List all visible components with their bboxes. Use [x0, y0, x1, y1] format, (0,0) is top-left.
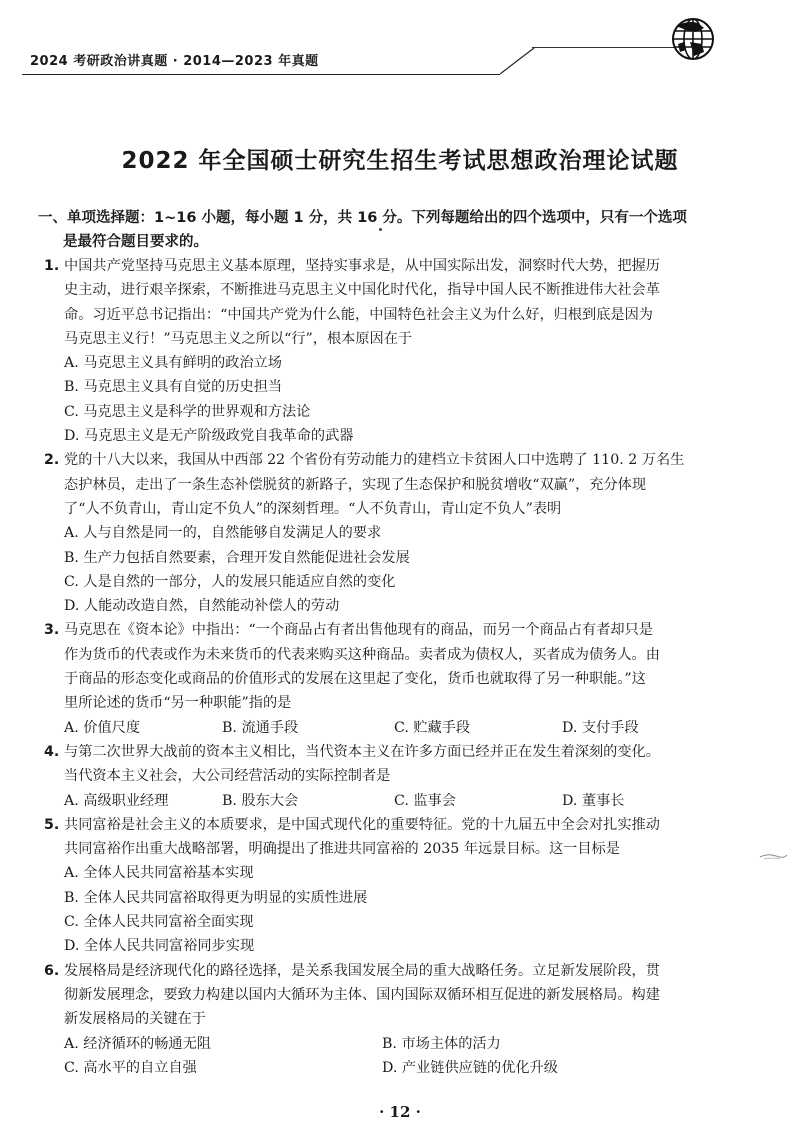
option-d: D. 支付手段	[562, 719, 639, 736]
question-5	[44, 813, 756, 959]
option-row	[44, 716, 756, 740]
stem-line: 态护林员，走出了一条生态补偿脱贫的新路子，实现了生态保护和脱贫增收“双赢”，充分体现	[64, 476, 647, 493]
question-stem	[44, 813, 756, 862]
option-row	[44, 1056, 756, 1080]
option-c: C. 马克思主义是科学的世界观和方法论	[64, 403, 311, 420]
stem-line: 彻新发展理念，要致力构建以国内大循环为主体、国内国际双循环相互促进的新发展格局。构建	[64, 986, 660, 1003]
question-stem	[44, 254, 756, 351]
stem-line: 党的十八大以来，我国从中西部 22 个省份有劳动能力的建档立卡贫困人口中选聘了 110. 2 万名生	[64, 452, 685, 469]
option-c: C. 贮藏手段	[394, 719, 471, 736]
question-number: 3.	[44, 622, 60, 639]
stem-line: 马克思主义行！”马克思主义之所以“行”，根本原因在于	[64, 330, 413, 347]
section-instruction-line1: 一、单项选择题：1~16 小题，每小题 1 分，共 16 分。下列每题给出的四个选项中，只有一个选项	[38, 210, 687, 226]
question-number: 4.	[44, 743, 60, 760]
stem-line: 共同富裕是社会主义的本质要求，是中国式现代化的重要特征。党的十九届五中全会对扎实推动	[64, 816, 660, 833]
option-c: C. 监事会	[394, 792, 456, 809]
question-number: 1.	[44, 258, 60, 274]
option-c: C. 高水平的自立自强	[64, 1059, 197, 1076]
question-4	[44, 740, 756, 813]
question-stem	[44, 959, 756, 1032]
scan-speck	[379, 228, 382, 231]
question-number: 2.	[44, 452, 60, 469]
globe-logo-icon	[668, 14, 718, 64]
stem-line: 命。习近平总书记指出：“中国共产党为什么能，中国特色社会主义为什么好，归根到底是因为	[64, 306, 653, 323]
stem-line: 马克思在《资本论》中指出：“一个商品占有者出售他现有的商品，而另一个商品占有者却只是	[64, 622, 653, 639]
running-header	[22, 40, 722, 80]
question-6	[44, 959, 756, 1080]
option-d: D. 人能动改造自然，自然能动补偿人的劳动	[64, 598, 340, 615]
question-3	[44, 618, 756, 739]
option-a: A. 价值尺度	[64, 719, 141, 736]
option-b: B. 股东大会	[222, 792, 299, 809]
stem-line: 史主动，进行艰辛探索，不断推进马克思主义中国化时代化，指导中国人民不断推进伟大社会革	[64, 282, 660, 299]
question-stem	[44, 618, 756, 715]
option-b: B. 生产力包括自然要素，合理开发自然能促进社会发展	[64, 549, 410, 566]
option-row	[44, 789, 756, 813]
stem-line: 共同富裕作出重大战略部署，明确提出了推进共同富裕的 2035 年远景目标。这一目标是	[64, 841, 620, 858]
stem-line: 于商品的形态变化或商品的价值形式的发展在这里起了变化，货币也就取得了另一种职能。”这	[64, 671, 646, 688]
option-c: C. 全体人民共同富裕全面实现	[64, 914, 254, 931]
option-row	[44, 1032, 756, 1056]
stem-line: 与第二次世界大战前的资本主义相比，当代资本主义在许多方面已经并正在发生着深刻的变化。	[64, 743, 660, 760]
stem-line: 新发展格局的关键在于	[64, 1011, 206, 1028]
option-d: D. 董事长	[562, 792, 625, 809]
option-a: A. 全体人民共同富裕基本实现	[64, 865, 254, 882]
option-a: A. 经济循环的畅通无阻	[64, 1035, 211, 1052]
running-title: 2024 考研政治讲真题 · 2014—2023 年真题	[30, 54, 319, 69]
question-number: 5.	[44, 816, 60, 833]
stem-line: 了“人不负青山，青山定不负人”的深刻哲理。“人不负青山，青山定不负人”表明	[64, 500, 562, 517]
question-list	[44, 254, 756, 1080]
option-a: A. 人与自然是同一的，自然能够自发满足人的要求	[64, 525, 382, 542]
section-instruction	[38, 206, 753, 254]
header-slant-rule	[500, 46, 560, 76]
question-number: 6.	[44, 962, 60, 979]
page-title: 2022 年全国硕士研究生招生考试思想政治理论试题	[121, 148, 679, 174]
option-b: B. 流通手段	[222, 719, 299, 736]
option-d: D. 产业链供应链的优化升级	[382, 1059, 558, 1076]
option-d: D. 马克思主义是无产阶级政党自我革命的武器	[64, 428, 354, 445]
scan-artifact	[758, 850, 788, 862]
option-d: D. 全体人民共同富裕同步实现	[64, 938, 255, 955]
option-a: A. 高级职业经理	[64, 792, 169, 809]
stem-line: 里所论述的货币“另一种职能”指的是	[64, 695, 292, 712]
question-1	[44, 254, 756, 448]
page-number: · 12 ·	[379, 1103, 421, 1121]
section-instruction-line2: 是最符合题目要求的。	[63, 234, 208, 250]
option-a: A. 马克思主义具有鲜明的政治立场	[64, 355, 282, 372]
header-rule	[22, 74, 500, 75]
option-c: C. 人是自然的一部分，人的发展只能适应自然的变化	[64, 573, 396, 590]
stem-line: 发展格局是经济现代化的路径选择，是关系我国发展全局的重大战略任务。立足新发展阶段，贯	[64, 962, 660, 979]
stem-line: 作为货币的代表或作为未来货币的代表来购买这种商品。卖者成为债权人，买者成为债务人。由	[64, 646, 660, 663]
question-stem	[44, 448, 756, 521]
option-b: B. 市场主体的活力	[382, 1035, 501, 1052]
question-2	[44, 448, 756, 618]
option-b: B. 马克思主义具有自觉的历史担当	[64, 379, 283, 396]
stem-line: 当代资本主义社会，大公司经营活动的实际控制者是	[64, 768, 391, 785]
stem-line: 中国共产党坚持马克思主义基本原理，坚持实事求是，从中国实际出发，洞察时代大势，把握历	[64, 258, 660, 274]
question-stem	[44, 740, 756, 789]
option-b: B. 全体人民共同富裕取得更为明显的实质性进展	[64, 889, 368, 906]
